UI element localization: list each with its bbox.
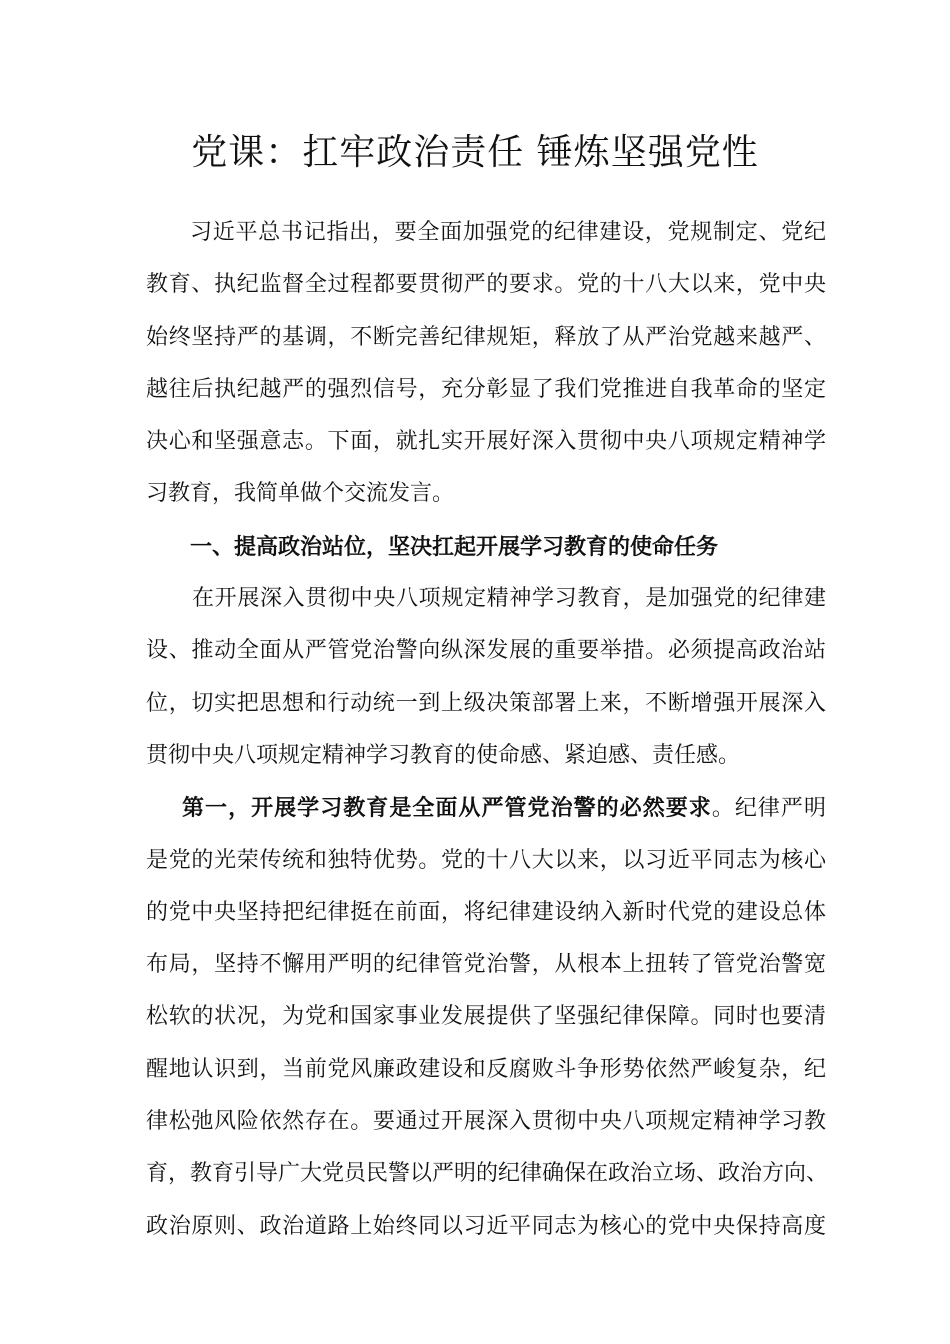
text-line: 育，教育引导广大党员民警以严明的纪律确保在政治立场、政治方向、	[146, 1161, 829, 1187]
text-line: 决心和坚强意志。下面，就扎实开展好深入贯彻中央八项规定精神学	[146, 429, 826, 455]
text-line: 松软的状况，为党和国家事业发展提供了坚强纪律保障。同时也要清	[146, 1004, 826, 1030]
paragraph-intro	[146, 207, 826, 521]
text-line: 政治原则、政治道路上始终同以习近平同志为核心的党中央保持高度	[146, 1213, 826, 1239]
text-line: 越往后执纪越严的强烈信号，充分彰显了我们党推进自我革命的坚定	[146, 376, 826, 402]
text-line: 的党中央坚持把纪律挺在前面，将纪律建设纳入新时代党的建设总体	[146, 899, 826, 925]
text-line: 律松弛风险依然存在。要通过开展深入贯彻中央八项规定精神学习教	[146, 1109, 826, 1135]
text-line: 醒地认识到，当前党风廉政建设和反腐败斗争形势依然严峻复杂，纪	[146, 1056, 826, 1082]
text-line: 始终坚持严的基调，不断完善纪律规矩，释放了从严治党越来越严、	[146, 324, 826, 350]
text-line: 贯彻中央八项规定精神学习教育的使命感、紧迫感、责任感。	[146, 742, 741, 768]
paragraph-section-intro	[146, 573, 826, 782]
section-heading: 一、提高政治站位，坚决扛起开展学习教育的使命任务	[190, 533, 719, 560]
point-one-lead-rest: 。纪律严明	[711, 796, 826, 822]
text-line: 设、推动全面从严管党治警向纵深发展的重要举措。必须提高政治站	[146, 638, 826, 664]
text-line	[146, 782, 826, 834]
text-line: 习教育，我简单做个交流发言。	[146, 481, 455, 507]
paragraph-point-one	[146, 782, 829, 1253]
text-line: 教育、执纪监督全过程都要贯彻严的要求。党的十八大以来，党中央	[146, 272, 826, 298]
document-title: 党课：扛牢政治责任 锤炼坚强党性	[191, 132, 759, 173]
point-one-lead: 第一，开展学习教育是全面从严管党治警的必然要求	[182, 795, 712, 822]
document-body	[146, 207, 829, 1253]
text-line: 习近平总书记指出，要全面加强党的纪律建设，党规制定、党纪	[190, 220, 826, 245]
text-line: 在开展深入贯彻中央八项规定精神学习教育，是加强党的纪律建	[192, 586, 826, 612]
text-line: 是党的光荣传统和独特优势。党的十八大以来，以习近平同志为核心	[146, 847, 826, 873]
text-line: 位，切实把思想和行动统一到上级决策部署上来，不断增强开展深入	[146, 690, 826, 716]
text-line: 布局，坚持不懈用严明的纪律管党治警，从根本上扭转了管党治警宽	[146, 952, 826, 978]
